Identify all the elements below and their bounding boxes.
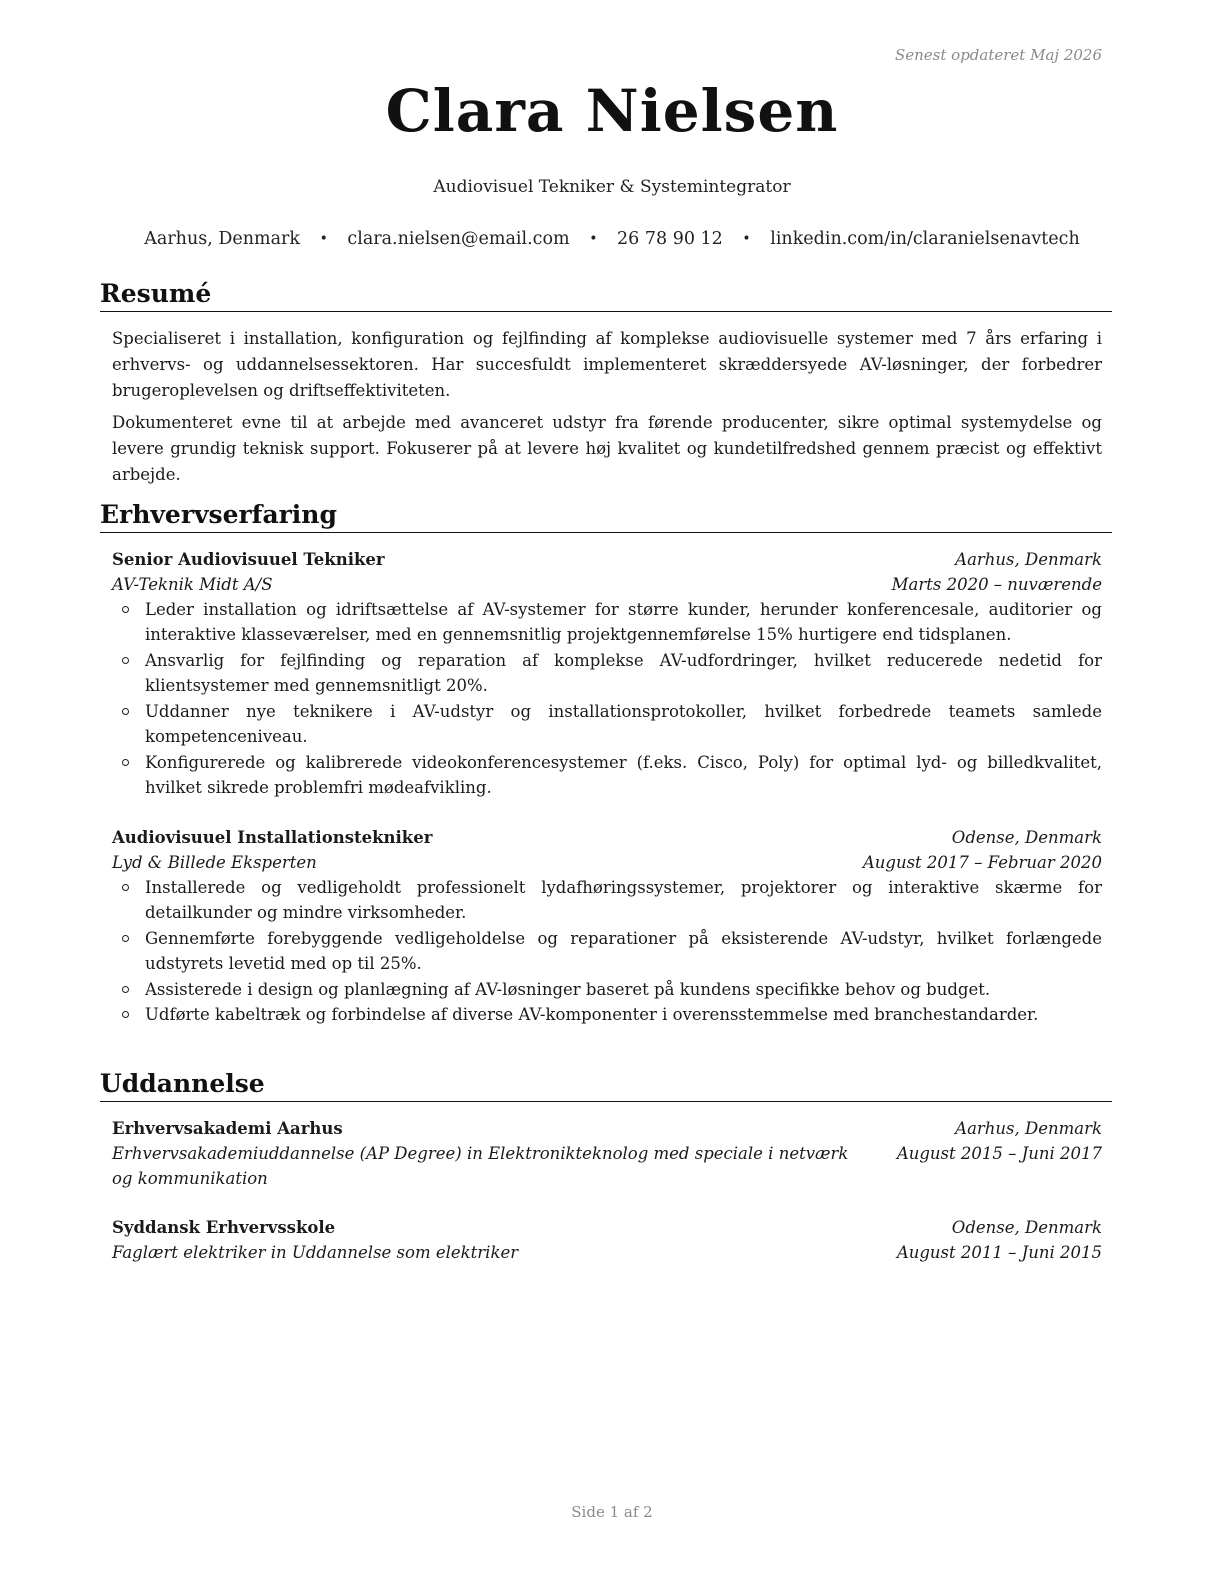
contact-email[interactable]: clara.nielsen@email.com (347, 229, 570, 249)
circle-bullet-icon (122, 884, 129, 891)
summary-section (100, 280, 1112, 488)
job-dates: Marts 2020 – nuværende (891, 574, 1102, 594)
bullet-separator: • (319, 231, 328, 247)
circle-bullet-icon (122, 935, 129, 942)
job-entry (100, 801, 1112, 1028)
bullet-text: Konfigurerede og kalibrerede videokonferencesystemer (f.eks. Cisco, Poly) for optimal lyd- og billedkvalitet, hvilket sikrede problemfri mødeafvikling. (145, 752, 1102, 798)
school-name: Syddansk Erhvervsskole (112, 1217, 336, 1237)
job-title: Audiovisuuel Installationstekniker (112, 827, 433, 847)
circle-bullet-icon (122, 708, 129, 715)
list-item (112, 875, 1102, 926)
job-bullets (112, 597, 1102, 801)
job-company: AV-Teknik Midt A/S (112, 574, 273, 594)
bullet-text: Uddanner nye teknikere i AV-udstyr og installationsprotokoller, hvilket forbedrede teamets samlede kompetenceniveau. (145, 701, 1102, 747)
last-updated: Senest opdateret Maj 2026 (894, 46, 1102, 64)
bullet-text: Udførte kabeltræk og forbindelse af diverse AV-komponenter i overensstemmelse med branchestandarder. (145, 1005, 1039, 1025)
school-location: Aarhus, Denmark (955, 1118, 1102, 1138)
job-entry (100, 533, 1112, 801)
education-entry (100, 1102, 1112, 1191)
school-dates: August 2011 – Juni 2015 (896, 1242, 1102, 1262)
circle-bullet-icon (122, 606, 129, 613)
experience-heading: Erhvervserfaring (100, 501, 1112, 533)
job-bullets (112, 875, 1102, 1028)
page-number: Side 1 af 2 (571, 1503, 653, 1521)
bullet-text: Assisterede i design og planlægning af AV-løsninger baseret på kundens specifikke behov og budget. (145, 979, 991, 999)
list-item (112, 926, 1102, 977)
education-entry (100, 1191, 1112, 1265)
bullet-separator: • (589, 231, 598, 247)
circle-bullet-icon (122, 657, 129, 664)
experience-section (100, 501, 1112, 1028)
candidate-title: Audiovisuel Tekniker & Systemintegrator (433, 177, 791, 197)
summary-paragraph: Dokumenteret evne til at arbejde med avanceret udstyr fra førende producenter, sikre optimal systemydelse og levere grundig teknisk support. Fokuserer på at levere høj kvalitet og kundetilfredshed gennem præcist og effektivt arbejde. (112, 412, 1102, 484)
job-location: Odense, Denmark (951, 827, 1102, 847)
school-dates: August 2015 – Juni 2017 (896, 1143, 1102, 1163)
education-heading: Uddannelse (100, 1070, 1112, 1102)
bullet-text: Ansvarlig for fejlfinding og reparation af komplekse AV-udfordringer, hvilket reducerede nedetid for klientsystemer med gennemsnitligt 20%. (145, 650, 1102, 696)
list-item (112, 750, 1102, 801)
summary-paragraph: Specialiseret i installation, konfiguration og fejlfinding af komplekse audiovisuelle systemer med 7 års erfaring i erhvervs- og uddannelsessektoren. Har succesfuldt implementeret skræddersyede AV-løsninger, der forbedrer brugeroplevelsen og driftseffektiviteten. (112, 328, 1102, 400)
circle-bullet-icon (122, 759, 129, 766)
contact-line (0, 229, 1224, 249)
bullet-separator: • (742, 231, 751, 247)
summary-heading: Resumé (100, 280, 1112, 312)
list-item (112, 648, 1102, 699)
job-company: Lyd & Billede Eksperten (112, 852, 317, 872)
school-degree: Faglært elektriker in Uddannelse som elektriker (112, 1242, 519, 1262)
job-title: Senior Audiovisuuel Tekniker (112, 549, 385, 569)
contact-location: Aarhus, Denmark (144, 229, 300, 249)
list-item (112, 1002, 1102, 1028)
list-item (112, 977, 1102, 1003)
bullet-text: Leder installation og idriftsættelse af AV-systemer for større kunder, herunder konferencesale, auditorier og interaktive klasseværelser, med en gennemsnitlig projektgennemførelse 15% hurtigere end tidsplanen. (145, 599, 1102, 645)
list-item (112, 699, 1102, 750)
circle-bullet-icon (122, 1011, 129, 1018)
list-item (112, 597, 1102, 648)
school-degree: Erhvervsakademiuddannelse (AP Degree) in Elektronikteknolog med speciale i netværk og kommunikation (112, 1143, 849, 1188)
education-section (100, 1070, 1112, 1265)
circle-bullet-icon (122, 986, 129, 993)
contact-linkedin[interactable]: linkedin.com/in/claranielsenavtech (770, 229, 1080, 249)
contact-phone[interactable]: 26 78 90 12 (617, 229, 723, 249)
bullet-text: Installerede og vedligeholdt professionelt lydafhøringssystemer, projektorer og interaktive skærme for detailkunder og mindre virksomheder. (145, 877, 1102, 923)
school-location: Odense, Denmark (951, 1217, 1102, 1237)
job-location: Aarhus, Denmark (955, 549, 1102, 569)
bullet-text: Gennemførte forebyggende vedligeholdelse og reparationer på eksisterende AV-udstyr, hvilket forlængede udstyrets levetid med op til 25%. (145, 928, 1102, 974)
job-dates: August 2017 – Februar 2020 (862, 852, 1102, 872)
candidate-name: Clara Nielsen (385, 77, 839, 145)
school-name: Erhvervsakademi Aarhus (112, 1118, 343, 1138)
